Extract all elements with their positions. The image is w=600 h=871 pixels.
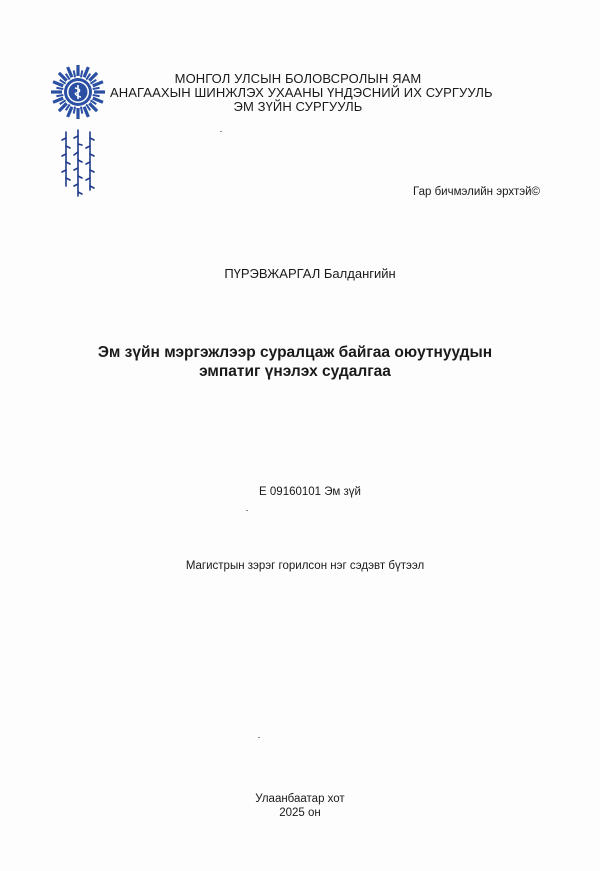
scan-speck [220, 131, 222, 132]
author-name: ПҮРЭВЖАРГАЛ Балдангийн [224, 266, 396, 281]
thesis-title [60, 343, 530, 381]
scan-speck [258, 737, 260, 738]
university-emblem-icon [48, 64, 108, 204]
institution-header [110, 71, 493, 114]
ministry-name: МОНГОЛ УЛСЫН БОЛОВСРОЛЫН ЯАМ [174, 71, 422, 86]
scan-speck [246, 510, 248, 511]
thesis-title-line-1: Эм зүйн мэргэжлээр суралцаж байгаа оюутнуудын [97, 344, 493, 361]
place-and-year [200, 792, 400, 820]
thesis-title-line-2: эмпатиг үнэлэх судалгаа [199, 363, 391, 380]
degree-statement: Магистрын зэрэг горилсон нэг сэдэвт бүтээл [185, 560, 425, 572]
school-name: ЭМ ЗҮЙН СУРГУУЛЬ [233, 99, 363, 114]
year: 2025 он [279, 807, 321, 819]
copyright-notice: Гар бичмэлийн эрхтэй© [413, 186, 540, 198]
specialty-code: Е 09160101 Эм зүй [259, 486, 361, 498]
place: Улаанбаатар хот [255, 793, 345, 805]
university-name: АНАГААХЫН ШИНЖЛЭХ УХААНЫ ҮНДЭСНИЙ ИХ СУРГУУЛЬ [110, 85, 493, 100]
